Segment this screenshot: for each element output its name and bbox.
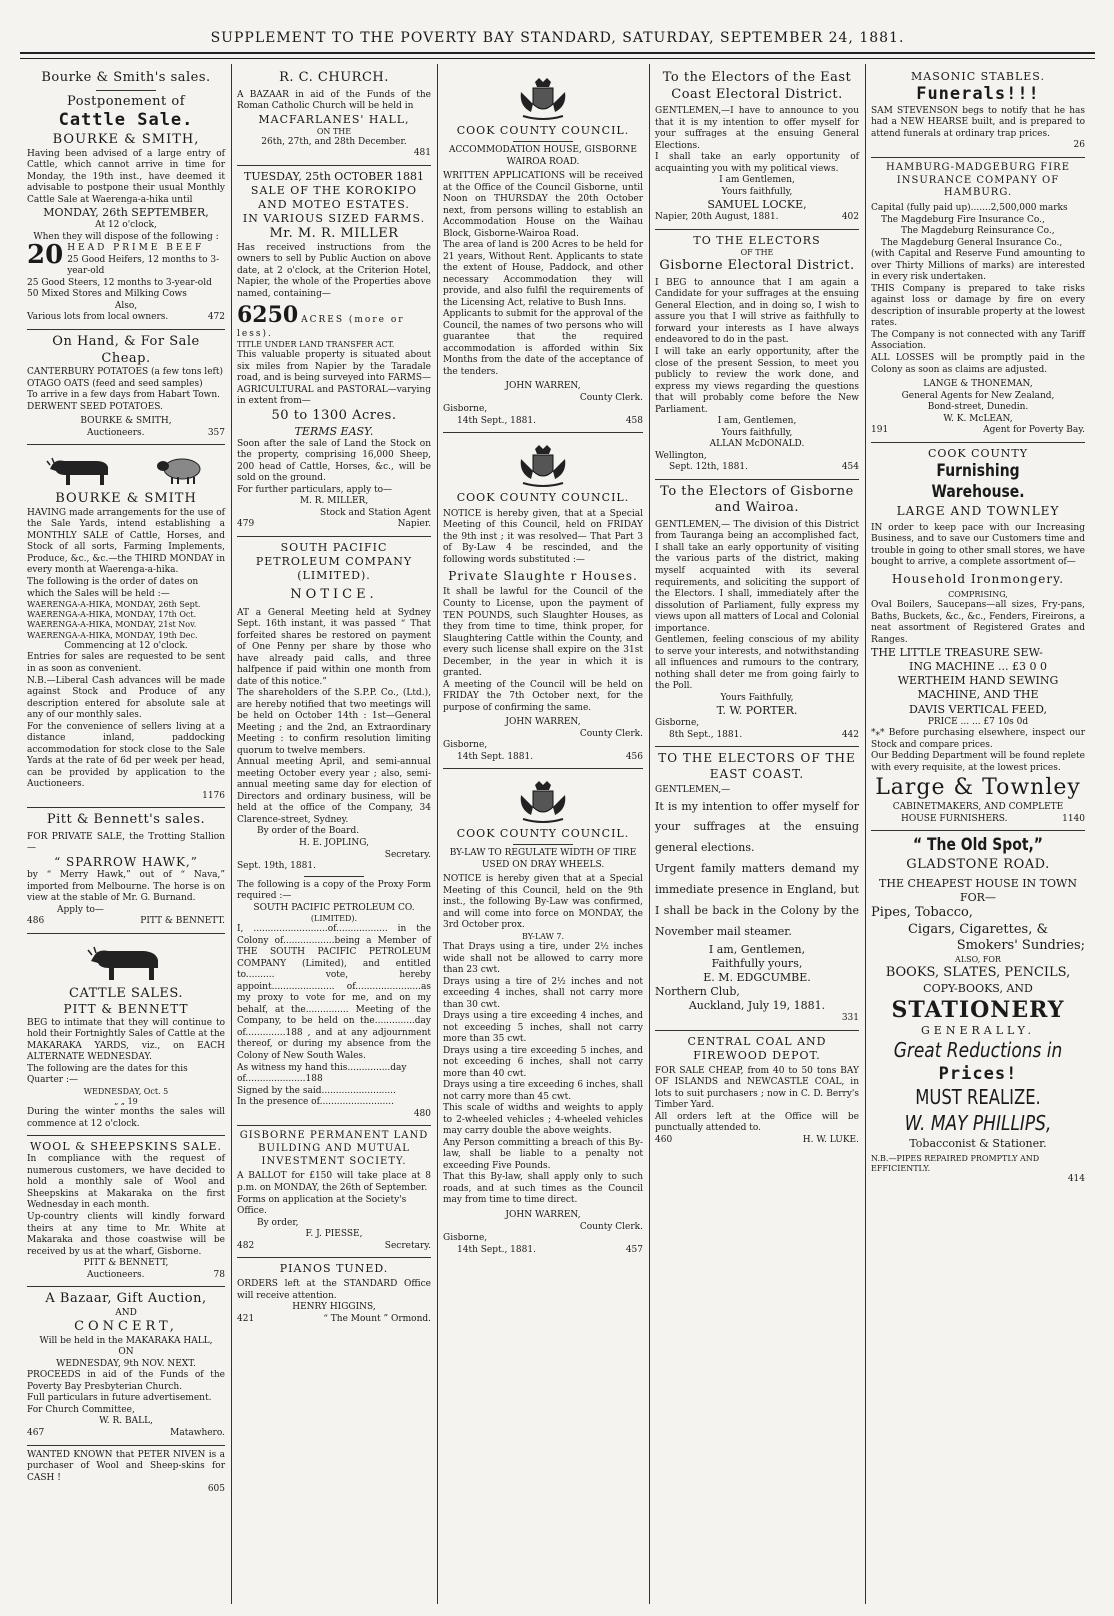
product-line: Smokers' Sundries; xyxy=(956,938,1085,954)
ad-heading: SOUTH PACIFIC PETROLEUM COMPANY (LIMITED). xyxy=(255,540,413,582)
firm-role: Auctioneers. xyxy=(87,1269,145,1280)
livestock-illustration xyxy=(27,938,225,986)
firm-name: PITT & BENNETT. xyxy=(140,916,225,927)
ad-number: 472 xyxy=(207,312,225,323)
sewing-machine-line: ING MACHINE ... £3 0 0 xyxy=(909,660,1047,674)
ad-heading: SALE OF THE KOROKIPO AND MOTEO ESTATES. xyxy=(250,184,418,212)
ad-text: ALL LOSSES will be promptly paid in the Colony as soon as claims are adjusted. xyxy=(871,352,1085,375)
product-line: Pipes, Tobacco, xyxy=(871,904,973,920)
place: Gisborne, xyxy=(443,404,488,415)
ad-locke-east-coast xyxy=(655,66,859,230)
sewing-machine-line: DAVIS VERTICAL FEED, xyxy=(908,702,1048,716)
lot-line: 25 Good Heifers, 12 months to 3-year-old xyxy=(67,254,220,277)
ad-body: A BALLOT for £150 will take place at 8 p.m. on MONDAY, the 26th of September. xyxy=(237,1171,431,1193)
ad-body: WRITTEN APPLICATIONS will be received at the Office of the Council Gisborne, until Noon on THURSDAY the 20th October next, from persons willing to establish an Accommodation House on the Waihau Block, Gisborne-Wairoa Road. xyxy=(443,171,643,239)
ad-body: THIS Company is prepared to take risks against loss or damage by fire on every description of insurable property at the lowest rates. xyxy=(871,283,1085,329)
ad-body: A BAZAAR in aid of the Funds of the Roman Catholic Church will be held in xyxy=(237,89,431,112)
ad-number: 26 xyxy=(1073,140,1085,151)
lot-line: Various lots from local owners. xyxy=(27,312,169,323)
ad-heading: A Bazaar, Gift Auction, xyxy=(45,1291,207,1307)
ad-subheading: Private Slaughte r Houses. xyxy=(448,569,638,584)
date: 14th Sept., 1881. xyxy=(457,415,536,426)
lot-line: 50 Mixed Stores and Milking Cows xyxy=(27,289,187,300)
ad-number: 442 xyxy=(841,729,859,740)
firm-name: LARGE AND TOWNLEY xyxy=(896,504,1060,519)
ad-number: 486 xyxy=(27,916,45,927)
ad-number: 402 xyxy=(841,212,859,223)
ad-text: N.B.—PIPES REPAIRED PROMPTLY AND EFFICIENTLY. xyxy=(871,1153,1040,1173)
salutation: GENTLEMEN,— xyxy=(655,785,731,795)
sheep-icon xyxy=(154,455,206,485)
sale-time: At 12 o'clock, xyxy=(95,220,157,231)
ad-body: HAVING made arrangements for the use of the Sale Yards, intend establishing a MONTHLY SALE of Cattle, Horses, and Stock of all sorts, Farming Implements, Produce, &c., &c.—the THIRD MONDAY in every month at Waerenga-a-hika. xyxy=(27,507,225,576)
ad-body: BEG to intimate that they will continue to hold their Fortnightly Sales of Cattle at the MAKARAKA YARDS, viz., on EACH ALTERNATE WEDNESDAY. xyxy=(27,1017,225,1063)
header-rule-thin xyxy=(20,58,1095,59)
ad-body: NOTICE is hereby given that at a Special Meeting of this Council, held on the 9th inst., the following By-Law was confirmed, and will come into force on MONDAY, the 3rd October prox. xyxy=(443,874,643,931)
ad-bourke-cattle-sale xyxy=(27,66,225,330)
ad-number: 421 xyxy=(237,1313,255,1324)
ad-number: 467 xyxy=(27,1427,45,1438)
ad-text: Commencing at 12 o'clock. xyxy=(64,640,188,651)
ad-text: Apply to— xyxy=(57,904,104,915)
ad-text: Forms on application at the Society's Office. xyxy=(237,1194,407,1217)
ad-number: 191 xyxy=(871,425,889,436)
ad-body: I BEG to announce that I am again a Candidate for your suffrages at the ensuing General Election, and in doing so, I wish to assure you that I will strive as faithfully to forward your interests as I have always endeavored to do in the past. xyxy=(655,277,859,346)
acres-number: 6250 xyxy=(237,301,299,328)
ad-number: 482 xyxy=(237,1240,255,1251)
ad-text: For the convenience of sellers living at a distance inland, paddocking accommodation for stock close to the Sale Yards at the rate of 6d per week per head, can be provided by application to the Auctioneers. xyxy=(27,721,225,790)
ad-heading: Gisborne Electoral District. xyxy=(659,258,855,274)
ad-body: PROCEEDS in aid of the Funds of the Poverty Bay Presbyterian Church. xyxy=(27,1370,225,1392)
ad-text: ON THE xyxy=(316,126,352,136)
ad-text: GENERALLY. xyxy=(921,1023,1035,1037)
ad-text: The following are the dates for this Quarter :— xyxy=(27,1063,188,1086)
date: Napier, 20th August, 1881. xyxy=(655,212,779,223)
ad-number: 479 xyxy=(237,519,255,530)
bylaw-rule: Drays using a tire exceeding 6 inches, shall not carry more than 45 cwt. xyxy=(443,1080,643,1102)
ad-heading: CATTLE SALES. xyxy=(69,985,183,1001)
signatory-role: Secretary. xyxy=(384,1240,431,1251)
ad-text: All orders left at the Office will be punctually attended to. xyxy=(655,1111,859,1134)
signatory: HENRY HIGGINS, xyxy=(292,1302,376,1313)
royal-crest-icon xyxy=(515,443,571,489)
ad-heading: To the Electors of the East Coast Electoral District. xyxy=(662,70,852,102)
ad-text: For further particulars, apply to— xyxy=(237,484,393,495)
ad-text: Soon after the sale of Land the Stock on the property, comprising 16,000 Sheep, 200 head of Cattle, Horses, &c., will be sold on the ground. xyxy=(237,438,431,484)
bylaw-rule: Drays using a tire exceeding 4 inches, and not exceeding 5 inches, shall not carry more than 35 cwt. xyxy=(443,1011,643,1045)
ad-text: AND xyxy=(115,1307,137,1318)
bylaw-rule: That this By-law, shall apply only to such roads, and at such times as the Council may from time to time direct. xyxy=(443,1172,643,1206)
sale-date: WAERENGA-A-HIKA, MONDAY, 21st Nov. xyxy=(27,620,197,630)
ad-heading: Pitt & Bennett's sales. xyxy=(46,812,206,828)
ad-ccc-accommodation-house xyxy=(443,66,643,433)
column-3 xyxy=(438,64,648,1604)
ad-rc-church xyxy=(237,66,431,166)
ad-number: 456 xyxy=(625,751,643,762)
auctioneer: Mr. M. R. MILLER xyxy=(269,226,399,242)
signatory: E. M. EDGCUMBE. xyxy=(703,970,811,984)
ad-title: Funerals!!! xyxy=(916,84,1040,105)
ad-text: N.B.—Liberal Cash advances will be made against Stock and Produce of any description entered for absolute sale at any of our monthly sales. xyxy=(27,675,225,721)
ad-body: Having been advised of a large entry of Cattle, which cannot arrive in time for Monday, the 19th inst., have deemed it advisable to postpone their usual Monthly Cattle Sale at Waerenga-a-hika until xyxy=(27,148,225,205)
signatory-role: County Clerk. xyxy=(579,1221,643,1232)
ad-bourke-monthly xyxy=(27,445,225,808)
ad-heading: HAMBURG-MADGEBURG FIRE INSURANCE COMPANY OF HAMBURG. xyxy=(886,161,1070,199)
event-date: WEDNESDAY, 9th NOV. NEXT. xyxy=(56,1358,196,1369)
ad-cattle-sales xyxy=(27,934,225,1137)
signatory-role: Stock and Station Agent xyxy=(319,507,431,518)
place: Gisborne, xyxy=(443,1233,488,1244)
ad-text: For Church Committee, xyxy=(27,1404,135,1415)
ad-number: 78 xyxy=(213,1269,225,1280)
ad-old-spot xyxy=(871,831,1085,1190)
bylaw-number: BY-LAW 7. xyxy=(521,931,564,941)
ad-body: WANTED KNOWN that PETER NIVEN is a purchaser of Wool and Sheep-skins for CASH ! xyxy=(27,1449,225,1483)
product-line: BOOKS, SLATES, PENCILS, xyxy=(885,965,1071,981)
terms: TERMS EASY. xyxy=(294,424,374,438)
product-line: Cigars, Cigarettes, & xyxy=(907,921,1049,937)
sale-date: MONDAY, 26th SEPTEMBER, xyxy=(43,206,209,220)
ad-body: IN order to keep pace with our Increasing Business, and to save our Customers time and trouble in going to other small stores, we have bought to arrive, a complete assortment of— xyxy=(871,522,1085,568)
ad-heading: To the Electors of Gisborne and Wairoa. xyxy=(660,483,854,516)
place: Matawhero. xyxy=(170,1427,225,1438)
sewing-machine-line: WERTHEIM HAND SEWING xyxy=(897,674,1059,688)
ad-body: FOR SALE CHEAP, from 40 to 50 tons BAY OF ISLANDS and NEWCASTLE COAL, in lots to suit purchasers ; now in C. D. Berry's Timber Yard. xyxy=(655,1065,859,1111)
ad-text: The Magdeburg Reinsurance Co., xyxy=(901,226,1055,237)
ad-text: During the winter months the sales will commence at 12 o'clock. xyxy=(27,1107,225,1129)
signatory: M. R. MILLER, xyxy=(299,496,369,507)
ad-coal-depot xyxy=(655,1031,859,1152)
signatory: ALLAN McDONALD. xyxy=(709,439,805,450)
date: Sept. 12th, 1881. xyxy=(669,462,748,473)
ad-ccc-by-law xyxy=(443,769,643,1261)
ad-ccc-slaughter-houses xyxy=(443,433,643,769)
ad-text: The following is the order of dates on which the Sales will be held :— xyxy=(27,576,199,599)
ad-text: *⁎* Before purchasing elsewhere, inspect our Stock and compare prices. xyxy=(871,728,1085,750)
must-realize-banner: MUST REALIZE. xyxy=(915,1085,1041,1110)
bylaw-rule: This scale of widths and weights to apply to 2-wheeled vehicles ; 4-wheeled vehicles may carry double the above weights. xyxy=(443,1103,643,1137)
proxy-heading: SOUTH PACIFIC PETROLEUM CO. xyxy=(253,902,415,913)
ad-heading: WOOL & SHEEPSKINS SALE. xyxy=(29,1140,223,1154)
signatory: JOHN WARREN, xyxy=(505,717,581,728)
firm-trade: HOUSE FURNISHERS. xyxy=(901,813,1008,824)
firm-trade: CABINETMAKERS, AND COMPLETE xyxy=(892,802,1064,813)
reductions-banner: Great Reductions in xyxy=(893,1037,1063,1062)
sewing-machine-line: MACHINE, AND THE xyxy=(917,688,1039,702)
firm-role: Auctioneers. xyxy=(87,427,145,438)
prices-banner: Prices! xyxy=(938,1063,1018,1084)
product-line: COPY-BOOKS, AND xyxy=(923,981,1033,995)
date: 14th Sept. 1881. xyxy=(457,751,534,762)
lot-line: 25 Good Steers, 12 months to 3-year-old xyxy=(27,277,212,288)
ad-text: By order, xyxy=(257,1217,299,1228)
ad-title: “ The Old Spot,” xyxy=(913,835,1043,856)
ad-heading: MASONIC STABLES. xyxy=(911,70,1045,83)
ad-text: The area of land is 200 Acres to be held for 21 years, Without Rent. Applicants to state the extent of House, Paddock, and other necessary Accommodation they will provide, and also fulfil the requirements of the Licensing Act, relative to Bush Inns. xyxy=(443,240,643,308)
ad-gisborne-building-society xyxy=(237,1126,431,1258)
lot-line: Also, xyxy=(114,300,138,311)
signatory: H. W. LUKE. xyxy=(802,1134,859,1145)
firm-name-large: Large & Townley xyxy=(875,775,1081,801)
royal-crest-icon xyxy=(515,76,571,122)
ad-pianos-tuned xyxy=(237,1258,431,1330)
big-number: 20 xyxy=(27,240,64,271)
signatory: SAMUEL LOCKE, xyxy=(707,198,807,212)
ad-text: ALSO, FOR xyxy=(955,954,1001,964)
column-5 xyxy=(866,64,1090,1604)
ad-text: COMPRISING, xyxy=(948,589,1008,599)
ad-heading: GISBORNE PERMANENT LAND BUILDING AND MUTUAL INVESTMENT SOCIETY. xyxy=(239,1130,429,1167)
signatory-role: Secretary. xyxy=(384,849,431,860)
ad-text: The Magdeburg General Insurance Co., xyxy=(881,237,1063,248)
ad-body: GENTLEMEN,— The division of this District from Tauranga being an accomplished fact, I shall take an early opportunity of visiting the various parts of the district, making myself acquainted with its several requirements, and soliciting the support of the Electors. I shall, immediately after the dissolution of Parliament, fully express my views upon all matters of Local and Colonial importance. xyxy=(655,519,859,634)
bull-icon xyxy=(86,942,166,982)
ad-text: OTAGO OATS (feed and seed samples) xyxy=(27,378,203,389)
proxy-form: I, ..........................of.................. in the Colony of..................being a Member of THE SOUTH PACIFIC PETROLEUM COMPANY (Limited), and entitled to.......... vote, hereby appoint...................... of.......................as my proxy to vote for me, and on my behalf, at the............... Meeting of the Company, to be held on the..............day of..............188 , and at any adjournment thereof, or during my absence from the Colony of New South Wales. xyxy=(237,924,431,1061)
livestock-illustration xyxy=(27,449,225,491)
ad-heading: TO THE ELECTORS OF THE EAST COAST. xyxy=(658,751,856,781)
signatory: W. K. McLEAN, xyxy=(943,413,1013,424)
ad-text: To arrive in a few days from Habart Town. DERWENT SEED POTATOES. xyxy=(27,390,221,412)
date: Sept. 19th, 1881. xyxy=(237,861,316,872)
ad-text: The Magdeburg Fire Insurance Co., xyxy=(881,214,1045,225)
sewing-machine-line: THE LITTLE TREASURE SEW- xyxy=(871,646,1043,660)
ad-heading: PIANOS TUNED. xyxy=(279,1262,389,1276)
ad-subheading: ACCOMMODATION HOUSE, GISBORNE WAIROA ROAD. xyxy=(449,145,637,167)
ad-body: GENTLEMEN,—I have to announce to you that it is my intention to offer myself for your suffrages at the ensuing General Elections. xyxy=(655,106,859,151)
ad-text: Will be held in the MAKARAKA HALL, xyxy=(39,1335,213,1346)
ad-furnishing-warehouse xyxy=(871,443,1085,832)
ad-wanted-known xyxy=(27,1446,225,1501)
ad-subheading: IN VARIOUS SIZED FARMS. xyxy=(242,212,426,226)
signatory-role: County Clerk. xyxy=(579,392,643,403)
ad-text: This valuable property is situated about six miles from Napier by the Taradale road, and is being surveyed into FARMS—AGRICULTURAL and PASTORAL—varying in extent from— xyxy=(237,350,431,407)
ad-text: In the presence of.......................... xyxy=(237,1097,394,1108)
ad-text: THE CHEAPEST HOUSE IN TOWN FOR— xyxy=(879,876,1077,904)
ad-number: 457 xyxy=(625,1244,643,1255)
ad-number: 1140 xyxy=(1062,813,1085,824)
ad-text: A meeting of the Council will be held on FRIDAY the 7th October next, for the purpose of confirming the same. xyxy=(443,679,643,713)
ad-number: 331 xyxy=(841,1013,859,1024)
ad-body: NOTICE is hereby given, that at a Special Meeting of this Council, held on FRIDAY the 9th inst ; it was resolved— That Part 3 of By-Law 4 be rescinded, and the following words substituted :— xyxy=(443,508,643,565)
ad-heading: COOK COUNTY COUNCIL. xyxy=(456,491,630,505)
firm-name: BOURKE & SMITH, xyxy=(80,416,172,427)
ad-text: General Agents for New Zealand, xyxy=(901,390,1055,401)
ad-text: It shall be lawful for the Council of the County to License, upon the payment of TEN POUNDS, such Slaughter Houses, as they from time to time, think proper, for Slaughtering Cattle within the County, and every such license shall expire on the 31st December, in the year in which it is granted. xyxy=(443,587,643,679)
firm-name: PITT & BENNETT xyxy=(63,1002,189,1017)
ad-text: As witness my hand this...............day of.....................188 xyxy=(237,1062,407,1085)
ad-south-pacific-petroleum xyxy=(237,537,431,1126)
ad-masonic-stables xyxy=(871,66,1085,158)
price: PRICE ... ... £7 10s 0d xyxy=(927,716,1029,727)
place: Wellington, xyxy=(655,450,707,461)
signatory: H. E. JOPLING, xyxy=(298,838,370,848)
ad-text: Applicants to submit for the approval of the Council, the names of two persons who will guarantee that the required accommodation is afforded within Six Months from the date of the acceptance of the tenders. xyxy=(443,309,643,377)
date: 8th Sept., 1881. xyxy=(669,729,743,740)
ad-heading: COOK COUNTY COUNCIL. xyxy=(456,827,630,841)
ad-text: I am, Gentlemen, xyxy=(717,416,797,427)
signatory: T. W. PORTER. xyxy=(716,704,798,718)
bylaw-rule: Drays using a tire of 2½ inches and not exceeding 4 inches, shall not carry more than 30 cwt. xyxy=(443,976,643,1010)
ad-heading: COOK COUNTY COUNCIL. xyxy=(456,124,630,137)
ad-text: In compliance with the request of numerous customers, we have decided to hold a monthly sale of Wool and Sheepskins at Makaraka on the first Wednesday in each month. xyxy=(27,1154,225,1211)
ad-bazaar-concert xyxy=(27,1287,225,1445)
ad-body: FOR PRIVATE SALE, the Trotting Stallion— xyxy=(27,831,225,854)
ad-text: Yours faithfully, xyxy=(721,186,793,197)
column-2 xyxy=(232,64,436,1604)
place: Gisborne, xyxy=(655,718,700,729)
ad-heading: R. C. CHURCH. xyxy=(279,70,389,85)
ad-text: Yours Faithfully, xyxy=(720,692,794,703)
date: Auckland, July 19, 1881. xyxy=(688,999,826,1013)
sale-date: WAERENGA-A-HIKA, MONDAY, 26th Sept. xyxy=(27,600,201,610)
ad-text: Gentlemen, feeling conscious of my ability to serve your interests, and notwithstanding all influences and rumours to the contrary, nothing shall deter me from going fairly to the Poll. xyxy=(655,635,859,692)
firm-name: BOURKE & SMITH, xyxy=(52,132,200,147)
ad-text: Oval Boilers, Saucepans—all sizes, Fry-pans, Baths, Buckets, &c., &c., Fenders, Fireirons, a neat assortment of Registered Grates and Ranges. xyxy=(871,600,1085,645)
ad-heading: OF THE xyxy=(740,248,774,258)
ad-text: I am, Gentlemen, xyxy=(708,942,806,956)
ad-text: Faithfully yours, xyxy=(711,956,803,970)
ad-text: TITLE UNDER LAND TRANSFER ACT. xyxy=(237,340,395,350)
ad-number: 605 xyxy=(207,1484,225,1495)
firm-name: BOURKE & SMITH xyxy=(55,491,197,507)
ad-text: Bond-street, Dunedin. xyxy=(927,402,1029,413)
ad-text: Full particulars in future advertisement. xyxy=(27,1393,212,1404)
ad-text: Our Bedding Department will be found replete with every requisite, at the lowest prices. xyxy=(871,751,1085,773)
place: Napier. xyxy=(397,519,431,530)
place: “ The Mount ” Ormond. xyxy=(323,1313,431,1324)
bylaw-rule: That Drays using a tire, under 2½ inches wide shall not be allowed to carry more than 23 cwt. xyxy=(443,942,643,976)
ad-on-hand xyxy=(27,330,225,445)
ad-number: 1176 xyxy=(202,790,225,801)
royal-crest-icon xyxy=(515,779,571,825)
sale-date: „ „ 19 xyxy=(114,1097,138,1107)
signatory: JOHN WARREN, xyxy=(505,1209,581,1220)
ad-number: 460 xyxy=(655,1134,673,1145)
ad-body: Has received instructions from the owners to sell by Public Auction on above date, at 2 o'clock, at the Criterion Hotel, Napier, the whole of the Properties above named, containing— xyxy=(237,242,431,299)
ad-number: 454 xyxy=(841,462,859,473)
acres-label: ACRES (more or less). xyxy=(237,314,405,339)
ad-subheading: GLADSTONE ROAD. xyxy=(906,857,1050,873)
page-header: SUPPLEMENT TO THE POVERTY BAY STANDARD, SATURDAY, SEPTEMBER 24, 1881. xyxy=(210,30,905,46)
signatory: F. J. PIESSE, xyxy=(305,1229,363,1240)
ad-text: Annual meeting April, and semi-annual meeting October every year ; also, semi-annual meeting same day for election of Directors and ordinary business, will be held at the office of the Company, 34 Clarence-street, Sydney. xyxy=(237,757,431,825)
ad-number: 357 xyxy=(207,427,225,438)
ad-text: I am Gentlemen, xyxy=(719,175,795,186)
ad-text: (with Capital and Reserve Fund amounting to over Thirty Millions of marks) are interested in every risk undertaken. xyxy=(871,249,1085,283)
sale-date: TUESDAY, 25th OCTOBER 1881 xyxy=(243,170,424,183)
proprietor-name: W. MAY PHILLIPS, xyxy=(904,1110,1052,1135)
sale-date: WAERENGA-A-HIKA, MONDAY, 17th Oct. xyxy=(27,610,197,620)
ad-number: 414 xyxy=(1067,1174,1085,1185)
event-date: 26th, 27th, and 28th December. xyxy=(261,136,407,147)
signatory-role: County Clerk. xyxy=(579,728,643,739)
ad-korokipo-estates xyxy=(237,166,431,537)
signatory: W. R. BALL, xyxy=(99,1416,153,1427)
sale-date: WAERENGA-A-HIKA, MONDAY, 19th Dec. xyxy=(27,630,198,640)
ad-number: 480 xyxy=(413,1108,431,1119)
ad-text: I shall take an early opportunity of acquainting you with my political views. xyxy=(655,152,859,174)
ad-text: Capital (fully paid up).......2,500,000 marks xyxy=(871,203,1068,214)
ad-body: SAM STEVENSON begs to notify that he has had a NEW HEARSE built, and is prepared to attend funerals at ordinary trap prices. xyxy=(871,105,1085,139)
ad-body: It is my intention to offer myself for your suffrages at the ensuing general elections. xyxy=(655,799,859,855)
ad-text: ON xyxy=(118,1347,134,1358)
ad-subheading: Household Ironmongery. xyxy=(891,571,1065,586)
ad-text: Yours faithfully, xyxy=(721,427,793,438)
ad-heading: On Hand, & For Sale Cheap. xyxy=(52,333,200,366)
ad-text: The Company is not connected with any Tariff Association. xyxy=(871,329,1085,352)
ad-heading: TO THE ELECTORS xyxy=(693,233,821,247)
ad-pitt-sparrow-hawk xyxy=(27,808,225,934)
cow-icon xyxy=(46,453,116,487)
stationery-title: STATIONERY xyxy=(891,996,1065,1023)
venue: MACFARLANES' HALL, xyxy=(258,112,410,126)
column-1 xyxy=(22,64,230,1604)
ad-title: Furnishing Warehouse. xyxy=(931,460,1025,503)
signatory: JOHN WARREN, xyxy=(505,381,581,392)
bylaw-rule: Any Person committing a breach of this By-law, shall be liable to a penalty not exceeding Five Pounds. xyxy=(443,1137,643,1171)
ad-text: CANTERBURY POTATOES (a few tons left) xyxy=(27,367,223,378)
acreage-range: 50 to 1300 Acres. xyxy=(271,408,397,423)
lot-line: HEAD PRIME BEEF xyxy=(67,243,205,254)
ad-text: Entries for sales are requested to be sent in as soon as convenient. xyxy=(27,652,225,674)
ad-edgcumbe-east-coast xyxy=(655,747,859,1030)
sale-date: WEDNESDAY, Oct. 5 xyxy=(83,1086,169,1096)
ad-text: I will take an early opportunity, after the close of the present Session, to meet you publicly to review the work done, and express my views regarding the questions that will probably come before the New Parliament. xyxy=(655,347,859,415)
ad-text: by “ Merry Hawk,” out of “ Nava,” imported from Melbourne. The horse is on view at the stable of Mr. G. Burnand. xyxy=(27,870,225,904)
ad-title: CONCERT, xyxy=(74,1319,178,1335)
ad-porter-gisborne-wairoa xyxy=(655,480,859,748)
signatory-role: Agent for Poverty Bay. xyxy=(983,425,1085,436)
ad-number: 481 xyxy=(413,148,431,159)
ad-number: 458 xyxy=(625,415,643,426)
horse-name: “ SPARROW HAWK,” xyxy=(54,854,198,869)
ad-text: Up-country clients will kindly forward theirs at any time to Mr. White at Makaraka and those coastwise will be received by us at the wharf, Gisborne. xyxy=(27,1212,225,1257)
ad-heading: CENTRAL COAL AND FIREWOOD DEPOT. xyxy=(687,1034,827,1062)
column-4 xyxy=(650,64,864,1604)
ad-subheading: BY-LAW TO REGULATE WIDTH OF TIRE USED ON DRAY WHEELS. xyxy=(449,848,637,870)
ad-text: The following is a copy of the Proxy Form required :— xyxy=(237,879,431,902)
proxy-subheading: (LIMITED). xyxy=(310,914,358,924)
place: Northern Club, xyxy=(655,984,740,998)
ad-text: The shareholders of the S.P.P. Co., (Ltd.), are hereby notified that two meetings will be held on October 14th : 1st—General Meeting ; and the 2nd, an Extraordinary Meeting : to confirm resolution limiting quorum to twelve members. xyxy=(237,688,431,756)
ad-text: By order of the Board. xyxy=(257,826,360,837)
firm-name: LANGE & THONEMAN, xyxy=(923,379,1033,390)
ad-text: When they will dispose of the following : xyxy=(33,231,219,242)
ad-title: Cattle Sale. xyxy=(58,110,194,131)
proprietor-role: Tobacconist & Stationer. xyxy=(909,1136,1047,1150)
firm-name: PITT & BENNETT, xyxy=(83,1258,169,1269)
bylaw-rule: Drays using a tire exceeding 5 inches, and not exceeding 6 inches, shall not carry more than 40 cwt. xyxy=(443,1045,643,1079)
ad-wool-sale xyxy=(27,1136,225,1287)
ad-body: ORDERS left at the STANDARD Office will receive attention. xyxy=(237,1279,431,1301)
ad-text: Signed by the said.......................... xyxy=(237,1085,396,1096)
notice-title: NOTICE. xyxy=(290,587,378,603)
ad-hamburg-insurance xyxy=(871,158,1085,443)
ad-body: AT a General Meeting held at Sydney Sept. 16th instant, it was passed “ That forfeited shares be restored on payment of One Penny per share by those who have already paid calls, and three halfpence if paid within one month from date of this notice.” xyxy=(237,607,431,687)
ad-mcdonald-gisborne xyxy=(655,230,859,480)
header-rule xyxy=(20,52,1095,54)
date: 14th Sept., 1881. xyxy=(457,1244,536,1255)
ad-subheading: Postponement of xyxy=(66,93,186,109)
ad-text: Urgent family matters demand my immediate presence in England, but I shall be back in the Colony by the November mail steamer. xyxy=(655,862,859,938)
ad-heading: Bourke & Smith's sales. xyxy=(41,70,211,85)
ad-heading: COOK COUNTY xyxy=(927,446,1029,460)
place: Gisborne, xyxy=(443,740,488,751)
